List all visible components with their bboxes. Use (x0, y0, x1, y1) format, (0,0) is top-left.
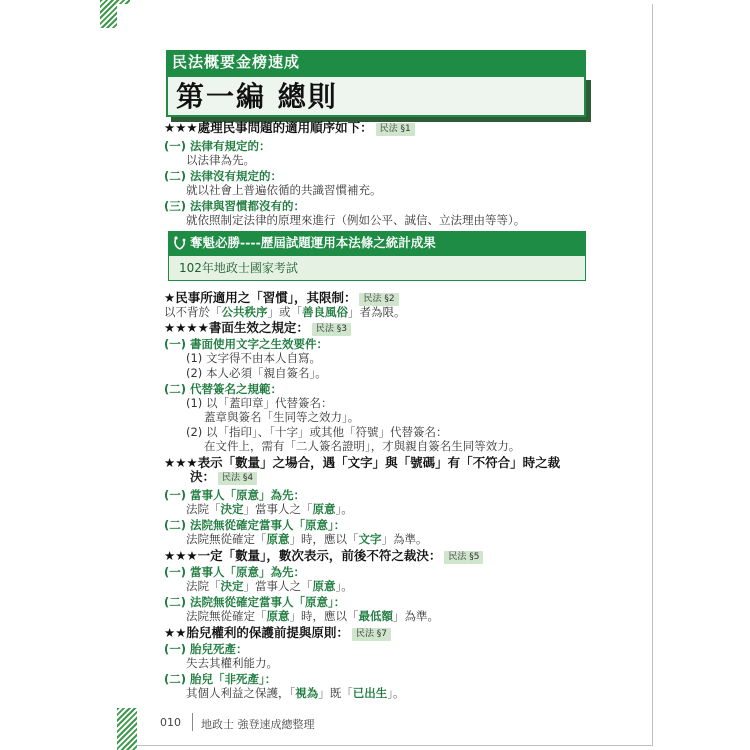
star-rating: ★★★ (164, 455, 198, 470)
footer-book-name: 地政士 強登速成總整理 (201, 718, 315, 731)
star-rating: ★★★ (164, 548, 198, 563)
item-body: (1) 文字得不由本人自寫。 (186, 351, 321, 365)
chapter-title-box (166, 75, 586, 117)
decorative-stripe-bottom (117, 708, 137, 750)
star-rating: ★★ (164, 625, 187, 640)
star-rating: ★ (164, 290, 176, 305)
item-body: 法院「決定」當事人之「原意」。 (186, 579, 353, 593)
star-rating: ★★★ (164, 120, 198, 135)
item-body: 在文件上，需有「二人簽名證明」，才與親自簽名生同等效力。 (204, 439, 521, 453)
chapter-title: 第一編 總則 (176, 80, 338, 113)
question-line: ★★★★書面生效之規定： 民法 §3 (164, 321, 351, 336)
exam-sub-banner: 102年地政士國家考試 (168, 255, 586, 281)
item-heading: (一) 胎兒死產： (164, 642, 248, 656)
law-article-badge: 民法 §2 (359, 293, 398, 306)
wreath-icon (173, 235, 187, 251)
law-article-badge: 民法 §7 (352, 628, 391, 641)
item-body: (2) 本人必須「親自簽名」。 (186, 366, 327, 380)
law-article-badge: 民法 §4 (218, 472, 257, 485)
page-number: 010 (160, 716, 181, 729)
item-body: (2) 以「指印」、「十字」或其他「符號」代替簽名： (186, 425, 448, 439)
item-body: 失去其權利能力。 (186, 656, 278, 670)
question-line: ★民事所適用之「習慣」，其限制： 民法 §2 (164, 291, 399, 306)
question-line: ★★★處理民事問題的適用順序如下： 民法 §1 (164, 121, 415, 136)
item-heading: (一) 當事人「原意」為先： (164, 488, 306, 502)
item-heading: (二) 法院無從確定當事人「原意」： (164, 595, 346, 609)
item-heading: (二) 代替簽名之規範： (164, 382, 283, 396)
item-heading: (二) 胎兒「非死產」： (164, 672, 277, 686)
item-body: 以法律為先。 (186, 153, 255, 167)
answer-line: 以不背於「公共秩序」或「善良風俗」者為限。 (164, 305, 406, 319)
question-line: ★★★表示「數量」之場合，遇「文字」與「號碼」有「不符合」時之裁 (164, 455, 561, 470)
item-body: 法院無從確定「原意」時，應以「文字」為準。 (186, 532, 428, 546)
item-body: 就以社會上普遍依循的共識習慣補充。 (186, 183, 382, 197)
law-article-badge: 民法 §3 (312, 323, 351, 336)
section-banner (168, 231, 586, 255)
item-body: 就依照制定法律的原理來進行（例如公平、誠信、立法理由等等）。 (186, 213, 526, 227)
law-article-badge: 民法 §5 (444, 551, 483, 564)
item-body: 其個人利益之保護，「視為」既「已出生」。 (186, 686, 405, 700)
question-line: ★★★一定「數量」，數次表示，前後不符之裁決： 民法 §5 (164, 549, 483, 564)
law-article-badge: 民法 §1 (376, 123, 415, 136)
item-body: (1) 以「蓋印章」代替簽名： (186, 396, 333, 410)
item-body: 法院「決定」當事人之「原意」。 (186, 502, 353, 516)
book-title-bar: 民法概要金榜速成 (166, 50, 586, 75)
item-heading: (一) 書面使用文字之生效要件： (164, 337, 329, 351)
question-line-cont: 決： 民法 §4 (190, 470, 257, 485)
item-heading: (二) 法院無從確定當事人「原意」： (164, 518, 346, 532)
item-body: 蓋章與簽名「生同等之效力」。 (204, 410, 360, 424)
item-body: 法院無從確定「原意」時，應以「最低額」為準。 (186, 609, 439, 623)
item-heading: (二) 法律沒有規定的： (164, 169, 283, 183)
footer-divider (192, 713, 193, 731)
banner-title: 奪魁必勝----歷屆試題運用本法條之統計成果 (190, 235, 436, 250)
item-heading: (三) 法律與習慣都沒有的： (164, 199, 306, 213)
star-rating: ★★★★ (164, 320, 209, 335)
item-heading: (一) 當事人「原意」為先： (164, 565, 306, 579)
item-heading: (一) 法律有規定的： (164, 139, 271, 153)
question-line: ★★胎兒權利的保護前提與原則： 民法 §7 (164, 626, 391, 641)
